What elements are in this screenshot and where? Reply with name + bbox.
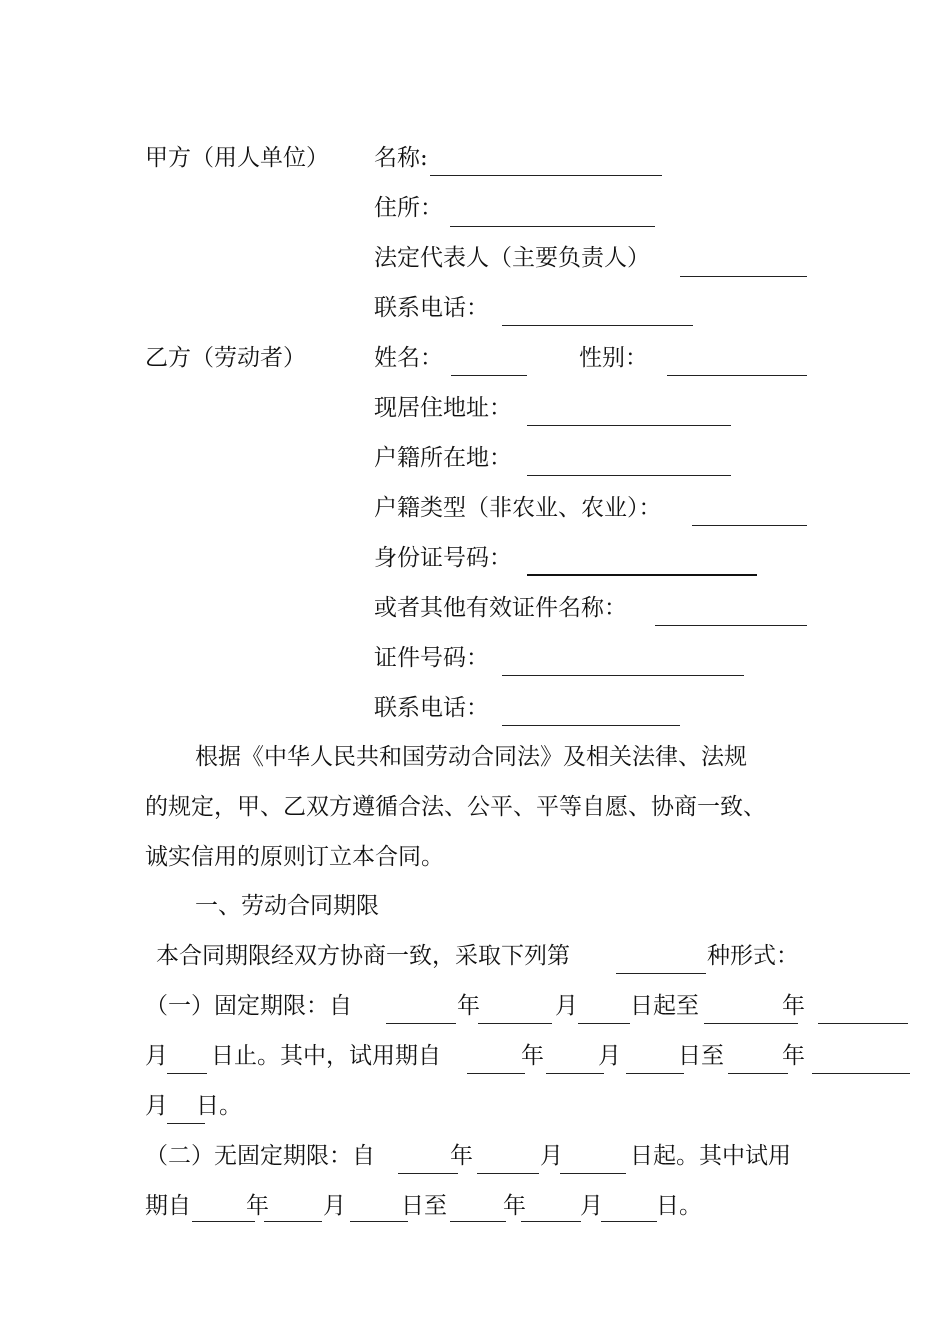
probation-end-year-unit: 年 [782,1043,805,1069]
fixed-start-day-field[interactable] [578,1023,630,1024]
open-probation-end-year-field[interactable] [450,1221,506,1222]
probation-end-year-field[interactable] [728,1073,788,1074]
fixed-end-month-unit: 月 [145,1043,168,1069]
party-b-hukou-location-label: 户籍所在地： [374,445,512,471]
party-a-name-label: 名称: [374,145,428,171]
party-b-hukou-type-label: 户籍类型（非农业、农业）： [374,495,662,521]
fixed-start-year-unit: 年 [457,993,480,1019]
open-start-day-unit: 日起。其中试用 [630,1143,791,1169]
probation-end-day-field[interactable] [167,1123,205,1124]
probation-start-month-unit: 月 [598,1043,621,1069]
open-term-prefix: （二）无固定期限：自 [145,1143,375,1169]
open-probation-start-month-unit: 月 [323,1193,346,1219]
party-a-address-field[interactable] [450,226,655,227]
open-probation-start-month-field[interactable] [264,1221,322,1222]
party-a-phone-field[interactable] [502,325,693,326]
party-a-label: 甲方（用人单位） [145,145,329,171]
probation-end-day-unit: 日。 [196,1093,242,1119]
party-b-gender-label: 性别： [579,345,648,371]
term-intro-suffix: 种形式： [707,943,799,969]
party-b-current-address-label: 现居住地址： [374,395,512,421]
party-b-label: 乙方（劳动者） [145,345,306,371]
open-probation-start-day-unit: 日至 [401,1193,447,1219]
fixed-start-month-unit: 月 [555,993,578,1019]
party-b-gender-field[interactable] [667,375,807,376]
party-a-rep-label: 法定代表人（主要负责人） [374,245,650,271]
party-b-current-address-field[interactable] [527,425,731,426]
fixed-start-year-field[interactable] [386,1023,456,1024]
term-intro: 本合同期限经双方协商一致，采取下列第 [156,943,570,969]
probation-start-month-field[interactable] [546,1073,604,1074]
party-b-name-label: 姓名： [374,345,443,371]
fixed-start-day-unit: 日起至 [630,993,699,1019]
fixed-start-month-field[interactable] [478,1023,552,1024]
open-probation-end-year-unit: 年 [503,1193,526,1219]
fixed-term-prefix: （一）固定期限：自 [145,993,352,1019]
party-b-phone-label: 联系电话： [374,695,489,721]
probation-start-year-field[interactable] [467,1073,525,1074]
open-start-year-field[interactable] [398,1173,458,1174]
fixed-end-day-field[interactable] [167,1073,207,1074]
probation-start-day-field[interactable] [626,1073,684,1074]
section-1-title: 一、劳动合同期限 [195,893,379,919]
open-probation-end-month-unit: 月 [580,1193,603,1219]
term-form-field[interactable] [616,973,706,974]
party-a-phone-label: 联系电话： [374,295,489,321]
party-a-address-label: 住所： [374,195,443,221]
open-start-month-unit: 月 [540,1143,563,1169]
party-b-name-field[interactable] [451,375,527,376]
open-start-day-field[interactable] [560,1173,626,1174]
probation-end-month-unit: 月 [145,1093,168,1119]
party-b-other-id-label: 或者其他有效证件名称： [374,595,627,621]
preamble-line-1: 根据《中华人民共和国劳动合同法》及相关法律、法规 [195,744,747,770]
party-b-cert-number-label: 证件号码： [374,645,489,671]
party-b-phone-field[interactable] [502,725,680,726]
preamble-line-2: 的规定，甲、乙双方遵循合法、公平、平等自愿、协商一致、 [145,794,766,820]
party-b-hukou-location-field[interactable] [527,475,731,476]
preamble-line-3: 诚实信用的原则订立本合同。 [145,844,444,870]
fixed-end-day-unit: 日止。其中，试用期自 [211,1043,441,1069]
party-b-cert-number-field[interactable] [502,675,744,676]
party-b-hukou-type-field[interactable] [692,525,807,526]
probation-start-year-unit: 年 [521,1043,544,1069]
probation-end-month-field[interactable] [812,1073,910,1074]
party-b-id-number-label: 身份证号码： [374,545,512,571]
open-probation-end-day-unit: 日。 [656,1193,702,1219]
open-probation-end-day-field[interactable] [601,1221,657,1222]
party-b-id-number-field[interactable] [527,574,757,576]
open-probation-prefix: 期自 [145,1193,191,1219]
open-probation-start-day-field[interactable] [350,1221,408,1222]
fixed-end-year-field[interactable] [704,1023,798,1024]
open-probation-start-year-field[interactable] [192,1221,255,1222]
open-probation-start-year-unit: 年 [246,1193,269,1219]
open-start-month-field[interactable] [477,1173,539,1174]
open-start-year-unit: 年 [450,1143,473,1169]
open-probation-end-month-field[interactable] [521,1221,581,1222]
party-a-rep-field[interactable] [680,276,807,277]
probation-start-day-unit: 日至 [678,1043,724,1069]
fixed-end-year-unit: 年 [782,993,805,1019]
party-b-other-id-field[interactable] [655,625,807,626]
party-a-name-field[interactable] [430,175,662,176]
fixed-end-month-field[interactable] [818,1023,908,1024]
